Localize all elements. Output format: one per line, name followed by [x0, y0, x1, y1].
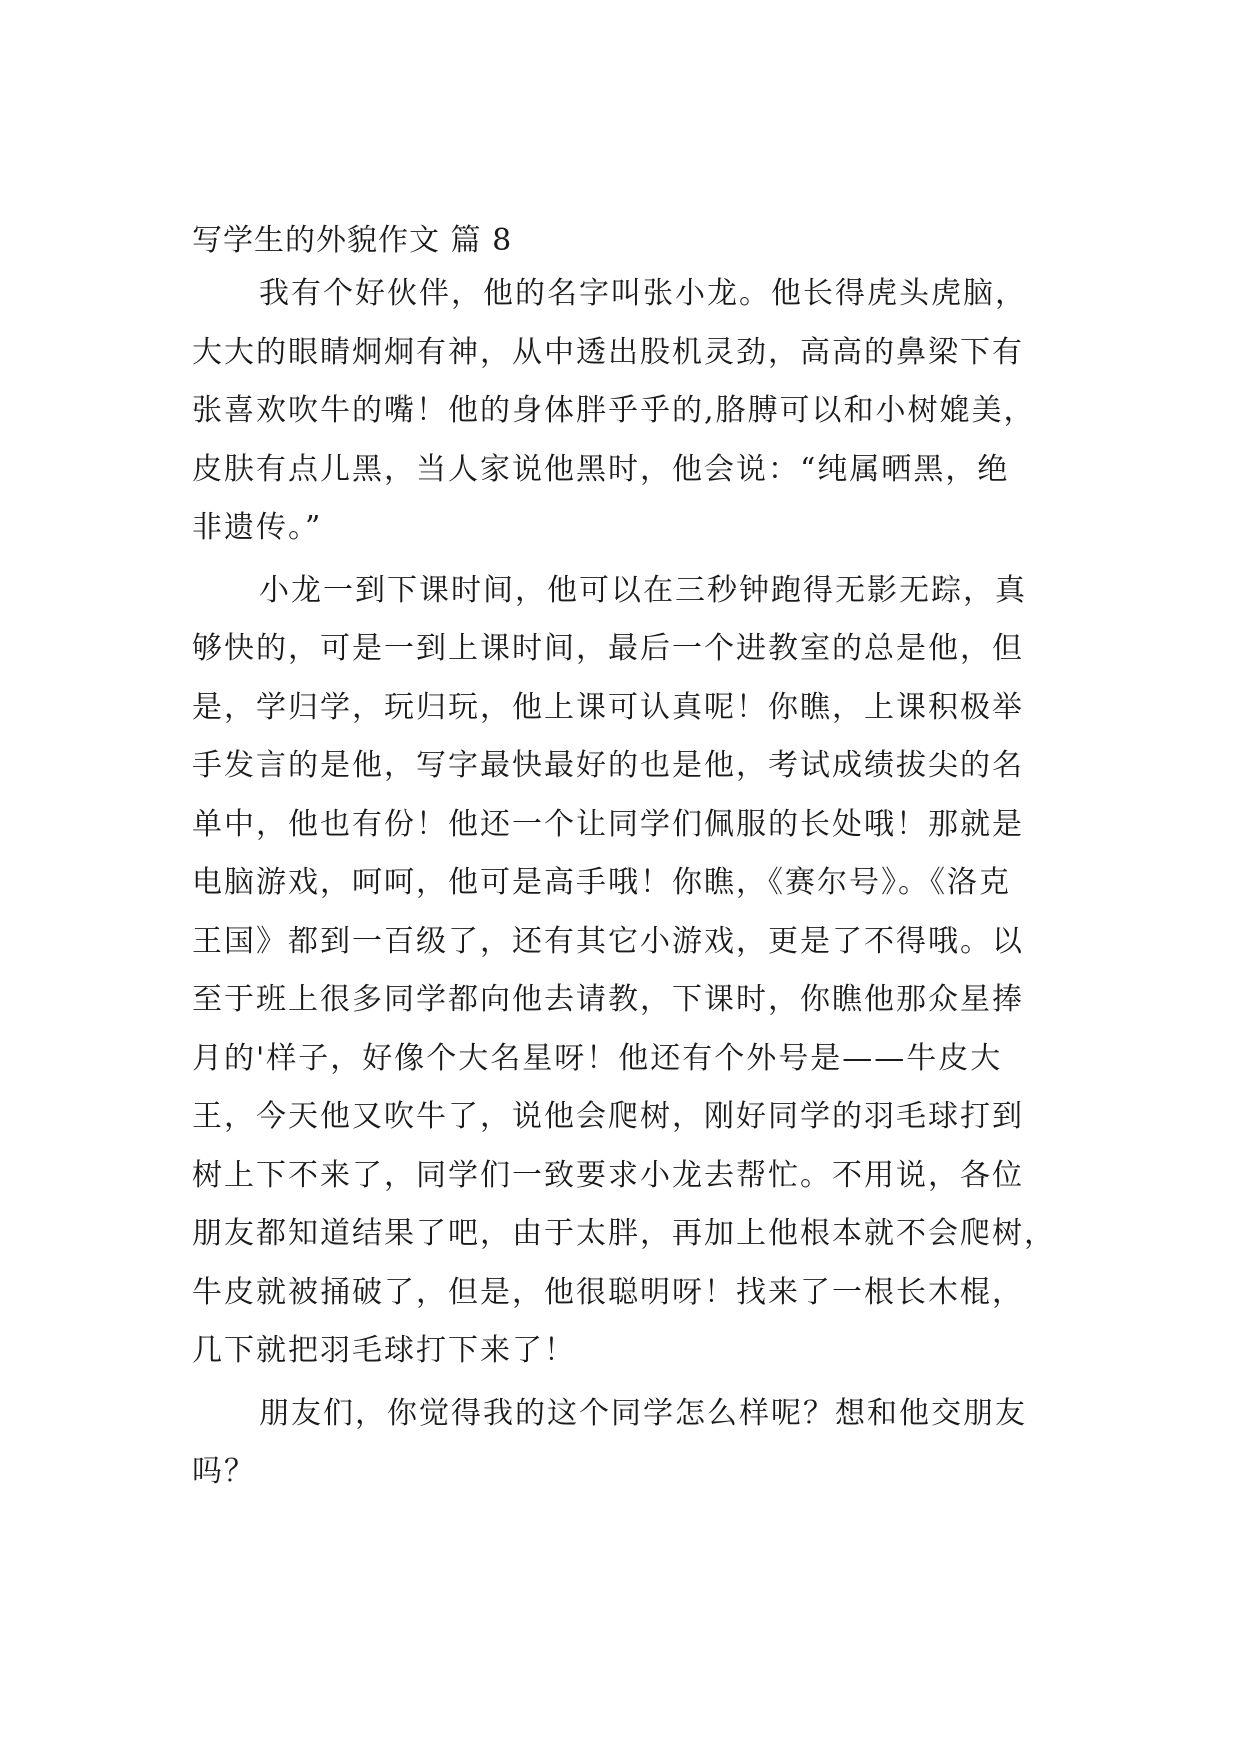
paragraph-line: 是，学归学，玩归玩，他上课可认真呢！你瞧，上课积极举 — [192, 689, 1024, 725]
paragraph-line: 至于班上很多同学都向他去请教，下课时，你瞧他那众星捧 — [192, 982, 1024, 1017]
paragraph-line: 牛皮就被捅破了，但是，他很聪明呀！找来了一根长木棍， — [192, 1274, 1024, 1310]
paragraph-line: 朋友们，你觉得我的这个同学怎么样呢？想和他交朋友 — [259, 1395, 1027, 1431]
paragraph-line: 王，今天他又吹牛了，说他会爬树，刚好同学的羽毛球打到 — [192, 1099, 1024, 1134]
paragraph-3 — [192, 1385, 1082, 1502]
paragraph-1 — [192, 265, 1082, 558]
document-heading: 写学生的外貌作文 篇 8 — [192, 223, 513, 258]
paragraph-line: 王国》都到一百级了，还有其它小游戏，更是了不得哦。以 — [192, 923, 1024, 959]
paragraph-line: 几下就把羽毛球打下来了！ — [192, 1333, 576, 1368]
paragraph-line: 张喜欢吹牛的嘴！他的身体胖乎乎的,胳膊可以和小树媲美， — [192, 393, 1036, 428]
paragraph-line: 朋友都知道结果了吧，由于太胖，再加上他根本就不会爬树， — [192, 1216, 1056, 1251]
paragraph-line: 皮肤有点儿黑，当人家说他黑时，他会说：“纯属晒黑，绝 — [192, 451, 1010, 487]
paragraph-line: 大大的眼睛炯炯有神，从中透出股机灵劲，高高的鼻梁下有 — [192, 334, 1024, 370]
paragraph-line: 非遗传。” — [192, 510, 323, 545]
paragraph-2 — [192, 562, 1082, 1381]
paragraph-line: 我有个好伙伴，他的名字叫张小龙。他长得虎头虎脑， — [259, 276, 1027, 311]
paragraph-line: 单中，他也有份！他还一个让同学们佩服的长处哦！那就是 — [192, 806, 1024, 842]
document-body — [192, 221, 1082, 1506]
paragraph-line: 小龙一到下课时间，他可以在三秒钟跑得无影无踪，真 — [259, 572, 1027, 608]
paragraph-line: 手发言的是他，写字最快最好的也是他，考试成绩拔尖的名 — [192, 748, 1024, 783]
paragraph-line: 够快的，可是一到上课时间，最后一个进教室的总是他，但 — [192, 631, 1024, 666]
paragraph-line: 吗？ — [192, 1454, 256, 1489]
paragraph-line: 电脑游戏，呵呵，他可是高手哦！你瞧，《赛尔号》。《洛克 — [192, 865, 1011, 900]
paragraph-line: 树上下不来了，同学们一致要求小龙去帮忙。不用说，各位 — [192, 1157, 1024, 1193]
paragraph-line: 月的'样子，好像个大名星呀！他还有个外号是——牛皮大 — [192, 1040, 1003, 1076]
